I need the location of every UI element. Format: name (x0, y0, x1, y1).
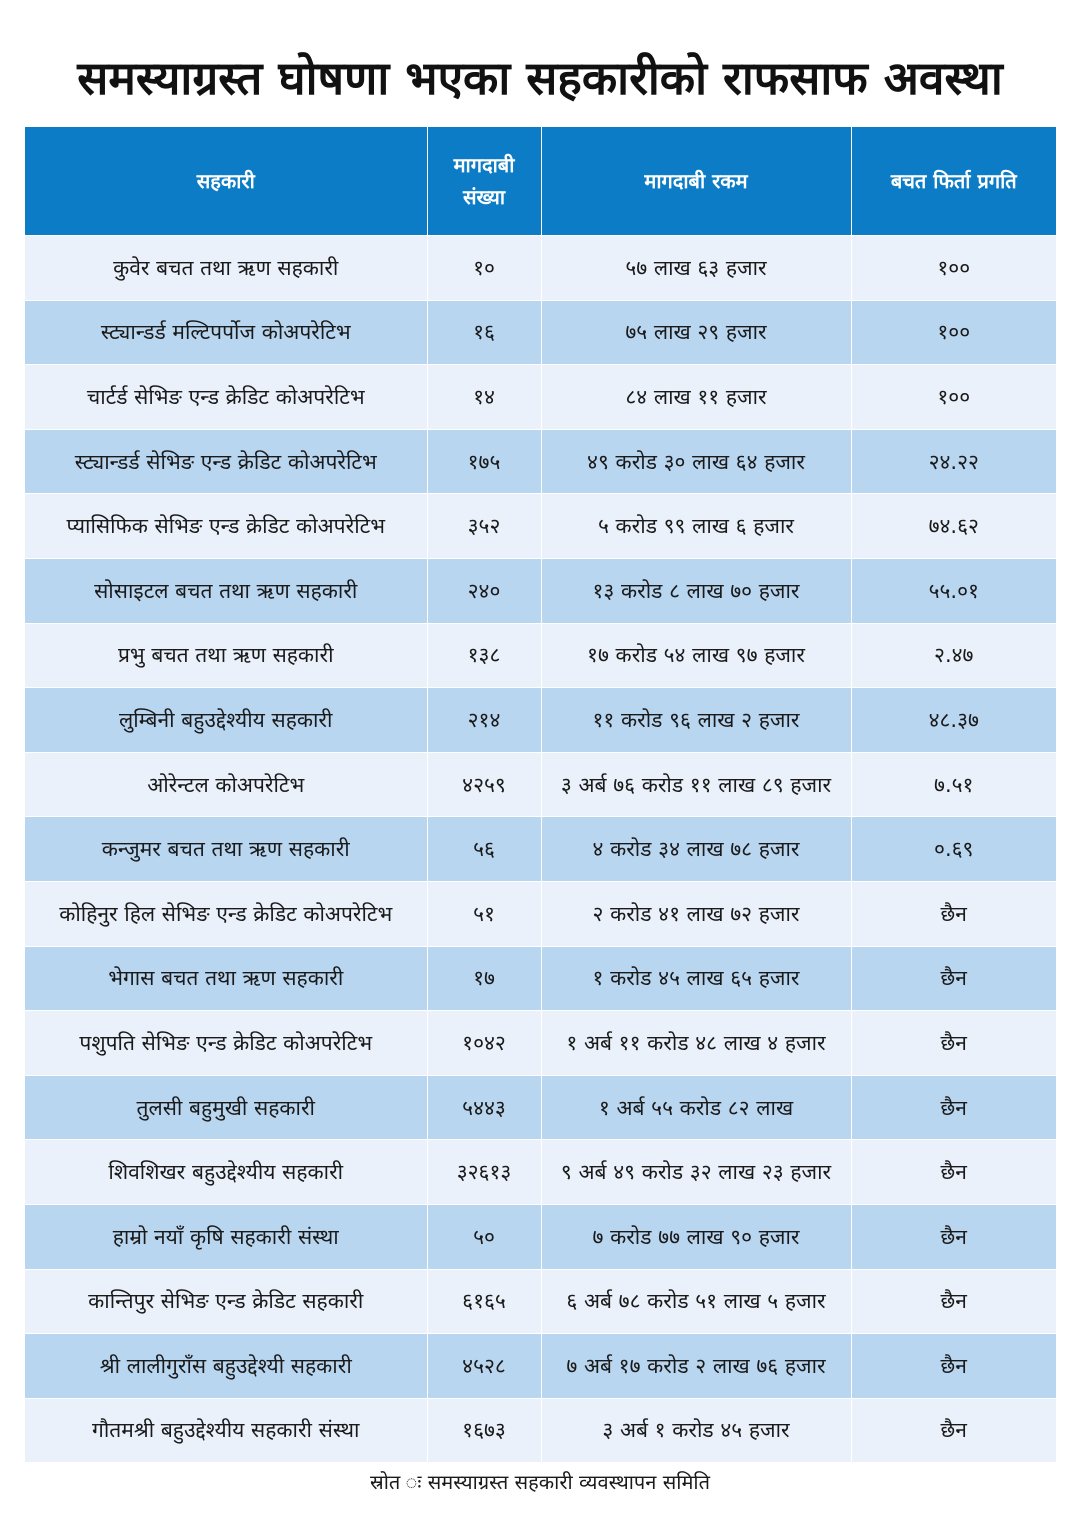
cell-claim-amount: २ करोड ४१ लाख ७२ हजार (541, 881, 851, 946)
cell-claim-count: ५१ (427, 881, 541, 946)
cell-claim-count: १३८ (427, 623, 541, 688)
table-row (25, 946, 1056, 1011)
header-refund-progress: बचत फिर्ता प्रगति (851, 127, 1056, 236)
cell-claim-count: २४० (427, 558, 541, 623)
cell-claim-count: १६७३ (427, 1398, 541, 1462)
table-row (25, 1075, 1056, 1140)
cell-cooperative: भेगास बचत तथा ऋण सहकारी (25, 946, 427, 1011)
cell-claim-count: ५४४३ (427, 1075, 541, 1140)
cell-cooperative: स्ट्यान्डर्ड सेभिङ एन्ड क्रेडिट कोअपरेटिभ (25, 429, 427, 494)
cell-claim-amount: १ अर्ब ११ करोड ४८ लाख ४ हजार (541, 1011, 851, 1076)
cell-claim-count: ६१६५ (427, 1269, 541, 1334)
table-row (25, 1334, 1056, 1399)
cell-cooperative: श्री लालीगुराँस बहुउद्देश्यी सहकारी (25, 1334, 427, 1399)
cell-cooperative: पशुपति सेभिङ एन्ड क्रेडिट कोअपरेटिभ (25, 1011, 427, 1076)
table-row (25, 1011, 1056, 1076)
cell-refund-progress: छैन (851, 946, 1056, 1011)
cell-cooperative: गौतमश्री बहुउद्देश्यीय सहकारी संस्था (25, 1398, 427, 1462)
cell-claim-amount: १ करोड ४५ लाख ६५ हजार (541, 946, 851, 1011)
cell-cooperative: ओरेन्टल कोअपरेटिभ (25, 752, 427, 817)
cell-refund-progress: १०० (851, 236, 1056, 301)
cell-cooperative: शिवशिखर बहुउद्देश्यीय सहकारी (25, 1140, 427, 1205)
cell-refund-progress: छैन (851, 1075, 1056, 1140)
table-body (25, 236, 1056, 1463)
table-header-row (25, 127, 1056, 236)
cell-refund-progress: छैन (851, 1011, 1056, 1076)
cell-refund-progress: छैन (851, 1140, 1056, 1205)
cell-claim-amount: ७५ लाख २९ हजार (541, 300, 851, 365)
cell-refund-progress: २४.२२ (851, 429, 1056, 494)
cell-cooperative: चार्टर्ड सेभिङ एन्ड क्रेडिट कोअपरेटिभ (25, 365, 427, 430)
table-row (25, 817, 1056, 882)
table-row (25, 365, 1056, 430)
cell-refund-progress: १०० (851, 365, 1056, 430)
cell-cooperative: सोसाइटल बचत तथा ऋण सहकारी (25, 558, 427, 623)
cell-claim-count: ५६ (427, 817, 541, 882)
cell-refund-progress: १०० (851, 300, 1056, 365)
table-row (25, 429, 1056, 494)
cell-refund-progress: ०.६९ (851, 817, 1056, 882)
cell-refund-progress: छैन (851, 1398, 1056, 1462)
cell-cooperative: स्ट्यान्डर्ड मल्टिपर्पोज कोअपरेटिभ (25, 300, 427, 365)
cell-cooperative: हाम्रो नयाँ कृषि सहकारी संस्था (25, 1204, 427, 1269)
page-title: समस्याग्रस्त घोषणा भएका सहकारीको राफसाफ अवस्था (77, 51, 1003, 105)
cell-claim-amount: ५ करोड ९९ लाख ६ हजार (541, 494, 851, 559)
cell-claim-amount: ११ करोड ९६ लाख २ हजार (541, 688, 851, 753)
cell-claim-count: १७ (427, 946, 541, 1011)
cell-cooperative: कन्जुमर बचत तथा ऋण सहकारी (25, 817, 427, 882)
cell-claim-count: १० (427, 236, 541, 301)
header-claim-count: मागदाबी संख्या (427, 127, 541, 236)
cell-refund-progress: ७.५१ (851, 752, 1056, 817)
cell-claim-count: ३५२ (427, 494, 541, 559)
cell-cooperative: तुलसी बहुमुखी सहकारी (25, 1075, 427, 1140)
cell-refund-progress: ५५.०१ (851, 558, 1056, 623)
cell-refund-progress: छैन (851, 1269, 1056, 1334)
cell-refund-progress: छैन (851, 1204, 1056, 1269)
cell-claim-count: १६ (427, 300, 541, 365)
cell-claim-amount: १३ करोड ८ लाख ७० हजार (541, 558, 851, 623)
table-row (25, 300, 1056, 365)
cell-claim-amount: ९ अर्ब ४९ करोड ३२ लाख २३ हजार (541, 1140, 851, 1205)
table-row (25, 494, 1056, 559)
cell-claim-amount: ५७ लाख ६३ हजार (541, 236, 851, 301)
cell-refund-progress: छैन (851, 1334, 1056, 1399)
cell-claim-amount: ४९ करोड ३० लाख ६४ हजार (541, 429, 851, 494)
cell-claim-count: ३२६१३ (427, 1140, 541, 1205)
cell-cooperative: कोहिनुर हिल सेभिङ एन्ड क्रेडिट कोअपरेटिभ (25, 881, 427, 946)
cooperatives-table (25, 127, 1056, 1462)
cell-refund-progress: २.४७ (851, 623, 1056, 688)
cell-claim-count: १७५ (427, 429, 541, 494)
cell-claim-amount: ३ अर्ब ७६ करोड ११ लाख ८९ हजार (541, 752, 851, 817)
table-row (25, 558, 1056, 623)
cell-claim-count: १०४२ (427, 1011, 541, 1076)
cell-cooperative: प्यासिफिक सेभिङ एन्ड क्रेडिट कोअपरेटिभ (25, 494, 427, 559)
table-row (25, 881, 1056, 946)
cell-claim-count: ४२५९ (427, 752, 541, 817)
cell-claim-count: ५० (427, 1204, 541, 1269)
cell-refund-progress: छैन (851, 881, 1056, 946)
table-row (25, 1269, 1056, 1334)
header-cooperative: सहकारी (25, 127, 427, 236)
table-row (25, 236, 1056, 301)
header-claim-amount: मागदाबी रकम (541, 127, 851, 236)
cell-claim-amount: ४ करोड ३४ लाख ७८ हजार (541, 817, 851, 882)
cell-claim-amount: १ अर्ब ५५ करोड ८२ लाख (541, 1075, 851, 1140)
cell-cooperative: प्रभु बचत तथा ऋण सहकारी (25, 623, 427, 688)
cell-claim-count: १४ (427, 365, 541, 430)
cell-cooperative: लुम्बिनी बहुउद्देश्यीय सहकारी (25, 688, 427, 753)
table-row (25, 1398, 1056, 1462)
table-row (25, 752, 1056, 817)
cell-claim-amount: ३ अर्ब १ करोड ४५ हजार (541, 1398, 851, 1462)
table-row (25, 1204, 1056, 1269)
cell-claim-amount: ६ अर्ब ७८ करोड ५१ लाख ५ हजार (541, 1269, 851, 1334)
cell-claim-amount: ८४ लाख ११ हजार (541, 365, 851, 430)
cell-cooperative: कुवेर बचत तथा ऋण सहकारी (25, 236, 427, 301)
cell-claim-count: ४५२८ (427, 1334, 541, 1399)
cell-cooperative: कान्तिपुर सेभिङ एन्ड क्रेडिट सहकारी (25, 1269, 427, 1334)
cell-claim-amount: ७ करोड ७७ लाख ९० हजार (541, 1204, 851, 1269)
table-row (25, 623, 1056, 688)
table-row (25, 688, 1056, 753)
cell-claim-amount: १७ करोड ५४ लाख ९७ हजार (541, 623, 851, 688)
cell-refund-progress: ४८.३७ (851, 688, 1056, 753)
cell-refund-progress: ७४.६२ (851, 494, 1056, 559)
cell-claim-count: २१४ (427, 688, 541, 753)
table-row (25, 1140, 1056, 1205)
source-note: स्रोत ः समस्याग्रस्त सहकारी व्यवस्थापन समिति (370, 1470, 710, 1494)
cell-claim-amount: ७ अर्ब १७ करोड २ लाख ७६ हजार (541, 1334, 851, 1399)
